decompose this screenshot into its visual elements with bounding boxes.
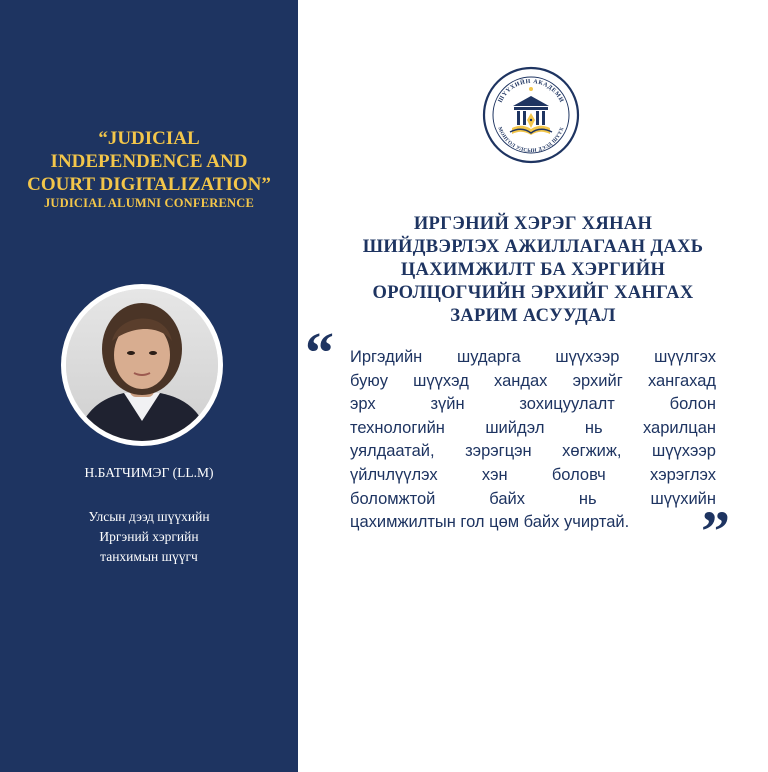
- judicial-academy-logo-icon: [482, 66, 580, 164]
- quote-line: эрх зүйн зохицуулалт болон: [350, 395, 716, 414]
- quote-line: үйлчлүүлэх хэн боловч хэрэглэх: [350, 465, 716, 484]
- quote-line: технологийн шийдэл нь харилцан: [350, 418, 716, 437]
- article-title-line: ОРОЛЦОГЧИЙН ЭРХИЙГ ХАНГАХ: [372, 283, 694, 303]
- left-panel: [0, 0, 298, 772]
- quote-line: Иргэдийн шударга шүүхээр шүүлгэх: [350, 348, 716, 366]
- speaker-photo: [66, 289, 218, 441]
- article-title-line: ЦАХИМЖИЛТ БА ХЭРГИЙН: [400, 260, 666, 280]
- quote-text: [350, 346, 716, 535]
- conference-subtitle: JUDICIAL ALUMNI CONFERENCE: [43, 196, 255, 210]
- speaker-role-line: Улсын дээд шүүхийн: [88, 509, 210, 524]
- speaker-name: Н.БАТЧИМЭГ (LL.M): [84, 465, 214, 480]
- conference-title-line: “JUDICIAL: [98, 128, 200, 149]
- speaker-portrait-icon: [66, 289, 218, 441]
- logo-top-text: ШҮҮХИЙН АКАДЕМИ: [497, 78, 565, 104]
- speaker-photo-frame: [61, 284, 223, 446]
- quote-line: цахимжилтын гол цөм байх учиртай.: [350, 513, 630, 532]
- article-title-line: ИРГЭНИЙ ХЭРЭГ ХЯНАН: [413, 214, 653, 234]
- speaker-role-line: танхимын шүүгч: [100, 549, 198, 564]
- article-title-line: ЗАРИМ АСУУДАЛ: [450, 306, 616, 326]
- conference-title-line: COURT DIGITALIZATION”: [27, 174, 271, 195]
- quote-line: боломжтой байх нь шүүхийн: [350, 489, 716, 508]
- conference-title-line: INDEPENDENCE AND: [50, 151, 248, 172]
- conference-title: [0, 127, 298, 196]
- speaker-role: [0, 507, 298, 567]
- speaker-role-line: Иргэний хэргийн: [99, 529, 199, 544]
- quote-line: буюу шүүхэд хандах эрхийг хангахад: [350, 371, 716, 390]
- open-quote-icon: “: [305, 320, 334, 385]
- article-title: [318, 213, 748, 328]
- quote-line: уялдаатай, зэрэгцэн хөгжиж, шүүхээр: [350, 442, 716, 461]
- close-quote-icon: ”: [701, 499, 730, 564]
- article-title-line: ШИЙДВЭРЛЭХ АЖИЛЛАГААН ДАХЬ: [362, 237, 704, 257]
- logo-bottom-text: МОНГОЛ УЛСЫН ДЭЭД ШҮҮХ: [496, 126, 566, 155]
